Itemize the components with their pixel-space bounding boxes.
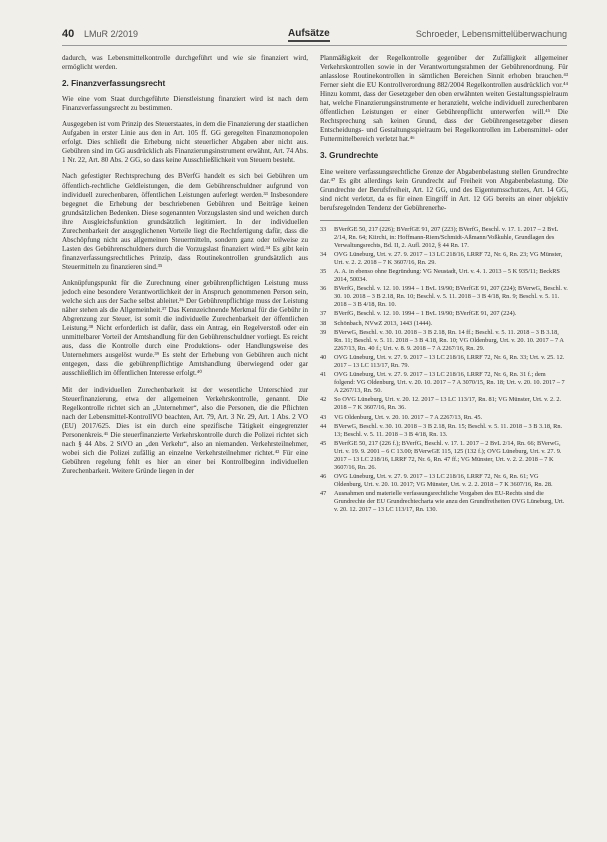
footnote: [320, 396, 568, 412]
paragraph: Nach gefestigter Rechtsprechung des BVerfG handelt es sich bei Gebühren um öffentlich-rechtliche Geldleistungen, die dem Gebührenschuldner aufgrund von individuell zurechenbaren, öffentlichen Leistungen auferlegt werden.³³ Insbesondere begegnet die Erhebung der beschriebenen Gebühren und Beiträge keinen grundsätzlichen Bedenken. Diese sogenannten Vorzugslasten sind und weichen durch ihre Ausgleichsfunktion grundsätzlich legitimiert. In der individuellen Zurechenbarkeit der ausgeglichenen Vorteile liegt die Rechtfertigung dafür, dass die Abschöpfung nicht aus allgemeinen Steuermitteln, sondern ganz oder teilweise zu Lasten des Gebührenschuldners durch die Vorzugslast finanziert wird.³⁴ Es gibt kein finanzverfassungsrechtliches Prinzip, dass Routinekontrollen grundsätzlich aus Steuermitteln zu finanzieren sind.³⁵: [62, 172, 308, 271]
footnote-text: OVG Lüneburg, Urt. v. 27. 9. 2017 – 13 LC 218/16, LRRF 72, Nr. 6, Rn. 33; Urt. v. 25. 12. 2017 – 13 LC 113/17, Rn. 79.: [334, 354, 565, 370]
footnote-number: 43: [320, 413, 327, 421]
footnote: [320, 490, 568, 514]
footnote: [320, 329, 568, 353]
footnote: [320, 473, 568, 489]
footnotes: [320, 226, 568, 515]
author-title: Schroeder, Lebensmittelüberwachung: [415, 29, 567, 39]
footnote-text: BVerfGE 50, 217 (226 f.); BVerfG, Beschl. v. 17. 1. 2017 – 2 BvL 2/14, Rn. 66; BVerwG, Urt. v. 19. 9. 2001 – 6 C 13.00; BVerwGE 115, 125 (132 f.); OVG Lüneburg, Urt. v. 27. 9. 2017 – 13 LC 218/16, LRRF 72, Nr. 6, Rn. 47 ff.; VG Münster, Urt. v. 2. 2. 2018 – 7 K 3607/16, Rn. 26.: [334, 440, 562, 471]
footnote: [320, 320, 568, 328]
right-column: [320, 54, 568, 516]
footnote-number: 46: [320, 473, 327, 481]
footnote-text: BVerfG, Beschl. v. 12. 10. 1994 – 1 BvL 19/90; BVerfGE 91, 207 (224).: [334, 310, 517, 318]
paragraph: Ausgegeben ist vom Prinzip des Steuerstaates, in dem die Finanzierung der staatlichen Aufgaben in erster Linie aus den in Art. 105 ff. GG geregelten Finanzmonopolen erfolgt. Dies schließt die Erhebung nicht steuerlicher Abgaben aber nicht aus. Gebühren sind im GG ausdrücklich als Finanzierungsinstrument erwähnt, Art. 74 Abs. 1 Nr. 22, Art. 80 Abs. 2 GG, so dass keine Ausschließlichkeit von Steuern besteht.: [62, 120, 308, 165]
footnote-text: So OVG Lüneburg, Urt. v. 20. 12. 2017 – 13 LC 113/17, Rn. 81; VG Münster, Urt. v. 2. 2. 2018 – 7 K 3607/16, Rn. 36.: [334, 396, 562, 412]
footnote-text: VG Oldenburg, Urt. v. 20. 10. 2017 – 7 A 2267/13, Rn. 45.: [334, 413, 483, 421]
footnote-number: 37: [320, 310, 327, 318]
section-label: Aufsätze: [288, 28, 330, 42]
footnote-number: 36: [320, 285, 327, 293]
section-heading-grundrechte: 3. Grundrechte: [320, 151, 379, 161]
footnote: [320, 268, 568, 284]
footnote: [320, 440, 568, 472]
footnote-rule: [320, 220, 390, 221]
footnote: [320, 414, 568, 422]
page-number: 40: [62, 28, 75, 40]
paragraph: Mit der individuellen Zurechenbarkeit ist der wesentliche Unterschied zur Steuerfinanzierung, etwa der allgemeinen Verkehrskontrolle, genannt. Die Regelkontrolle richtet sich an „Unternehmer“, also die Personen, die die Pflichten nach der Lebensmittel-KontrollVO beachten, Art. 79, Art. 3 Nr. 29, Art. 1 Abs. 2 VO (EU) 2017/625. Dies ist ein durch eine spezifische Tätigkeit eingegrenzter Personenkreis.⁴¹ Die steuerfinanzierte Verkehrskontrolle durch die Polizei richtet sich nach § 44 Abs. 2 StVO an „den Verkehr“, also an niemanden. Verkehrsteilnehmer, wobei sich die Polizei zufällig an einzelne Verkehrsteilnehmer richtet.⁴² Für eine Gebühren regelung fehlt es hier an einer bei Kontrollbeginn individuellen Zurechenbarkeit. Weitere Gründe liegen in der: [62, 385, 308, 475]
footnote: [320, 423, 568, 439]
footnote-text: Schönbach, NVwZ 2013, 1443 (1444).: [334, 319, 433, 327]
footnote: [320, 226, 568, 250]
footnote-text: OVG Lüneburg, Urt. v. 27. 9. 2017 – 13 LC 218/16, LRRF 72, Nr. 6, Rn. 23; VG Münster, Urt. v. 2. 2. 2018 – 7 K 3607/16, Rn. 29.: [334, 250, 563, 266]
footnote-number: 42: [320, 396, 327, 404]
footnote-text: BVerwG, Beschl. v. 30. 10. 2018 – 3 B 2.18, Rn. 15; Beschl. v. 5. 11. 2018 – 3 B 3.18, Rn. 13; Beschl. v. 5. 11. 2018 – 3 B 4/18, Rn. 13.: [334, 422, 563, 438]
footnote-text: A. A. in ebenso ohne Begründung: VG Neustadt, Urt. v. 4. 1. 2013 – 5 K 935/11; BeckRS 2014, 50034.: [334, 268, 560, 284]
footnote-text: Ausnahmen und materielle verfassungsrechtliche Vorgaben des EU-Rechts sind die Grundrechte der EU Grundrechtecharta wie anzu den Grundfreiheiten OVG Lüneburg, Urt. v. 20. 12. 2017 – 13 LC 113/17, Rn. 130.: [334, 490, 565, 514]
footnote-text: BVerfG, Beschl. v. 12. 10. 1994 – 1 BvL 19/90; BVerfGE 91, 207 (224); BVerwG, Beschl. v. 30. 10. 2018 – 3 B 2.18, Rn. 10; Beschl. v. 5. 11. 2018 – 3 B 4/18, Rn. 9; Beschl. v. 5. 11. 2018 – 3 B 4/18, Rn. 10.: [334, 285, 568, 309]
footnote-number: 38: [320, 319, 327, 327]
footnote-text: OVG Lüneburg, Urt. v. 27. 9. 2017 – 13 LC 218/16, LRRF 72, Nr. 6, Rn. 61; VG Oldenburg, Urt. v. 20. 10. 2017; VG Münster, Urt. v. 2. 2. 2018 – 7 K 3607/16, Rn. 28.: [334, 473, 553, 489]
journal-name: LMuR 2/2019: [84, 29, 139, 39]
running-header: [62, 28, 567, 42]
paragraph: Eine weitere verfassungsrechtliche Grenze der Abgabenbelastung stellen Grundrechte dar.⁴⁷ Es gibt allerdings kein Grundrecht auf Freiheit von Abgabenbelastung. Die Grundrechte der Berufsfreiheit, Art. 12 GG, und des Eigentumsschutzes, Art. 14 GG, sind nicht verletzt, da es für einen Eingriff in Art. 12 GG bereits an einer objektiv berufsregelnden Tendenz der Gebührenerhe-: [320, 167, 568, 212]
paragraph-intro: dadurch, was Lebensmittelkontrolle durchgeführt und wie sie finanziert wird, ermöglicht werden.: [62, 54, 308, 72]
footnote-text: BVerfGE 50, 217 (226); BVerfGE 91, 207 (223); BVerfG, Beschl. v. 17. 1. 2017 – 2 BvL 2/14, Rn. 64; Kiirchi, in: Hoffmann-Riem/Schmidt-Aßmann/Voßkuhle, Grundlagen des Verwaltungsrechts, Bd. II, 2. Aufl. 2012, § 44 Rn. 17.: [334, 225, 559, 249]
footnote-number: 40: [320, 354, 327, 362]
footnote-number: 41: [320, 371, 327, 379]
footnote-number: 33: [320, 225, 327, 233]
paragraph: Wie eine vom Staat durchgeführte Dienstleistung finanziert wird ist nach dem Finanzverfassungsrecht zu bestimmen.: [62, 95, 308, 113]
footnote-number: 45: [320, 440, 327, 448]
footnote-number: 35: [320, 268, 327, 276]
footnote: [320, 310, 568, 318]
footnote-number: 47: [320, 490, 327, 498]
footnote-number: 34: [320, 250, 327, 258]
footnote: [320, 285, 568, 309]
paragraph: Anknüpfungspunkt für die Zurechnung einer gebührenpflichtigen Leistung muss jedoch eine besondere Verantwortlichkeit der in Anspruch genommenen Person sein, welche sich aus der Sache selbst ableitet.³⁶ Der Gebührenpflichtige muss der Leistung näher stehen als die Allgemeinheit.³⁷ Das Kennzeichnende Merkmal für die Gebühr in Abgrenzung zur Steuer, ist somit die individuelle Zurechenbarkeit der öffentlichen Leistung.³⁸ Nicht erforderlich ist dafür, dass ein Antrag, ein Regelverstoß oder ein unmittelbarer Vorteil der Amtshandlung für den Gebührenschuldner vorliegt. Es reicht aus, dass die Kontrolle durch eine Produktions- oder Handlungsweise des Unternehmers ausgelöst wurde.³⁹ Es steht der Erhebung von Gebühren auch nicht entgegen, dass die gebührenpflichtige Amtshandlung überwiegend oder gar ausschließlich im öffentlichen Interesse erfolgt.⁴⁰: [62, 278, 308, 378]
footnote: [320, 354, 568, 370]
footnote-number: 44: [320, 422, 327, 430]
header-rule: [62, 45, 567, 46]
footnote-number: 39: [320, 328, 327, 336]
footnote-text: BVerwG, Beschl. v. 30. 10. 2018 – 3 B 2.18, Rn. 14 ff.; Beschl. v. 5. 11. 2018 – 3 B 3.18, Rn. 11; Beschl. v. 5. 11. 2018 – 3 B 4.18, Rn. 10; VG Oldenburg, Urt. v. 20. 10. 2017 – 7 A 2267/13, Rn. 40 f.; Urt. v. 8. 9. 2018 – 7 A 2267/16, Rn. 29.: [334, 328, 564, 352]
footnote-text: OVG Lüneburg, Urt. v. 27. 9. 2017 – 13 LC 218/16, LRRF 72, Nr. 6, Rn. 31 f.; dem folgend: VG Oldenburg, Urt. v. 20. 10. 2017 – 7 A 3070/15, Rn. 18; Urt. v. 20. 10. 2017 – 7 A 2267/13, Rn. 50.: [334, 371, 565, 395]
footnote: [320, 251, 568, 267]
paragraph: Planmäßigkeit der Regelkontrolle gegenüber der Zufälligkeit allgemeiner Verkehrskontrollen sowie in der Verantwortungsrahmen der Gebührenordnung. Für anlasslose Routinekontrollen in sämtlichen Bereichen Sinnit erhoben brauchen.⁴³ Ferner sieht die EU Kontrollverordnung 882/2004 Regelkontrollen ausdrücklich vor.⁴⁴ Hinzu kommt, dass der Gesetzgeber den oben erwähnten weiten Gestaltungsspielraum hat, welche Finanzierungsinstrumente er heranzieht, welche individuell zurechenbaren öffentlichen Leistungen er einer Gebührenpflicht unterwerfen will.⁴⁵ Die Rechtsprechung sah keinen Grund, dass der Gebührengesetzgeber diesen Entscheidungs- und Gestaltungsspielraum bei Regelkontrollen im Lebensmittel- oder Futtermittelbereich verletzt hat.⁴⁶: [320, 54, 568, 144]
section-heading-finanzverfassungsrecht: 2. Finanzverfassungsrecht: [62, 79, 166, 89]
left-column: [62, 54, 308, 483]
footnote: [320, 371, 568, 395]
